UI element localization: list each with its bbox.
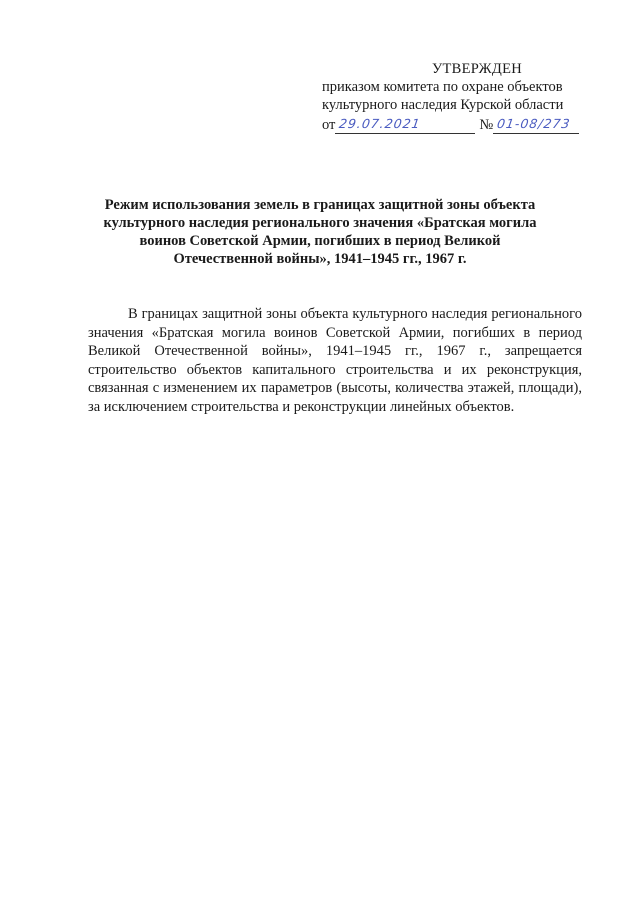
approval-signature-line <box>322 116 592 134</box>
document-body: В границах защитной зоны объекта культурного наследия регионального значения «Братская могила воинов Советской Армии, погибших в период Великой Отечественной войны», 1941–1945 гг., 1967 г., запрещается строительство объектов капитального строительства и их реконструкция, связанная с изменением их параметров (высоты, количества этажей, площади), за исключением строительства и реконструкции линейных объектов. <box>88 306 582 415</box>
number-label: № <box>479 117 494 133</box>
approval-line-1: приказом комитета по охране объектов <box>322 79 563 95</box>
handwritten-date: 29.07.2021 <box>338 116 423 131</box>
date-field <box>335 117 475 134</box>
document-title: Режим использования земель в границах защитной зоны объекта культурного наследия регионального значения «Братская могила воинов Советской Армии, погибших в период Великой Отечественной войны», 1941–1945 гг., 1967 г. <box>103 197 537 267</box>
approval-title: УТВЕРЖДЕН <box>431 61 523 77</box>
approval-line-2: культурного наследия Курской области <box>322 97 564 113</box>
date-label: от <box>322 117 336 133</box>
approval-block <box>322 60 592 134</box>
handwritten-number: 01-08/273 <box>496 116 572 131</box>
number-field <box>493 117 579 134</box>
